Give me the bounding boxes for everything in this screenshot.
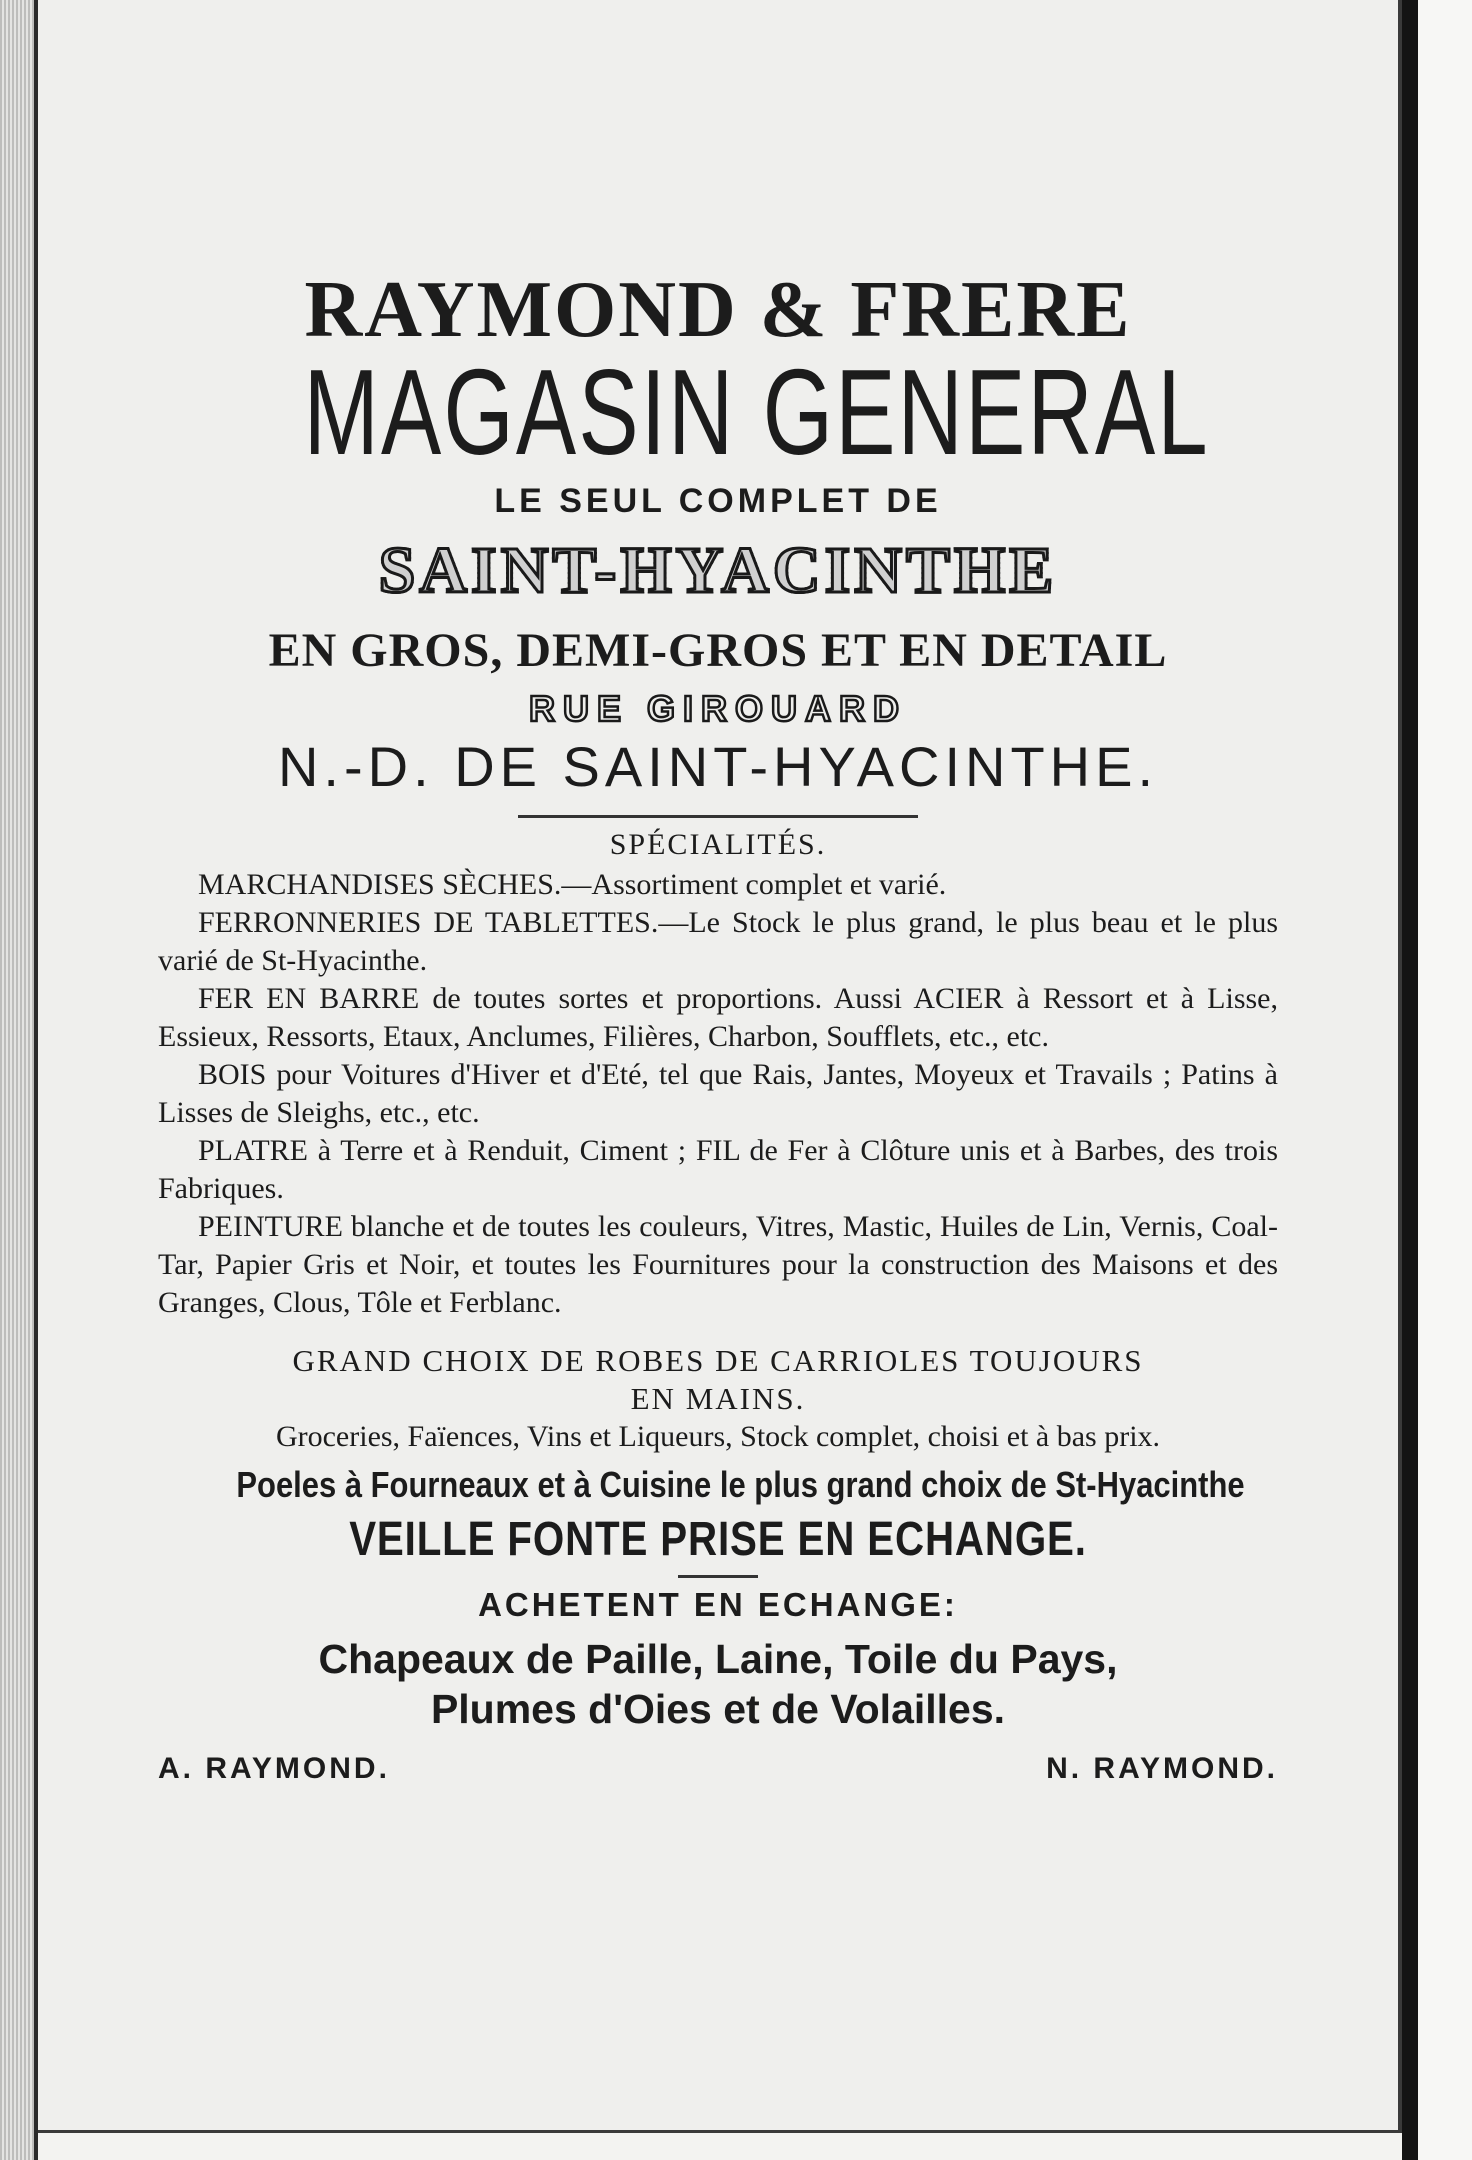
specialty-paragraph: FERRONNERIES DE TABLETTES.—Le Stock le plus grand, le plus beau et le plus varié de St-Hyacinthe. (158, 906, 1278, 978)
specialty-paragraph: PLATRE à Terre et à Renduit, Ciment ; FIL de Fer à Clôture unis et à Barbes, des trois Fabriques. (158, 1134, 1278, 1206)
signatures (158, 1752, 1278, 1802)
trade-line: EN GROS, DEMI-GROS ET EN DETAIL (268, 624, 1168, 678)
specialty-paragraph: BOIS pour Voitures d'Hiver et d'Eté, tel que Rais, Jantes, Moyeux et Travails ; Patins à Lisses de Sleighs, etc., etc. (158, 1058, 1278, 1130)
specialties-list (158, 866, 1278, 1322)
signature-left: A. RAYMOND. (158, 1752, 390, 1786)
specialty-paragraph: PEINTURE blanche et de toutes les couleurs, Vitres, Mastic, Huiles de Lin, Vernis, Coal-Tar, Papier Gris et Noir, et toutes les Fournitures pour la construction des Maisons et des Granges, Clous, Tôle et Ferblanc. (158, 1210, 1278, 1320)
buy-line-1: Chapeaux de Paille, Laine, Toile du Pays, (318, 1636, 1118, 1683)
buy-heading: ACHETENT EN ECHANGE: (478, 1586, 958, 1624)
divider (518, 815, 918, 818)
robes-line-1: GRAND CHOIX DE ROBES DE CARRIOLES TOUJOURS (292, 1343, 1144, 1379)
town-name: SAINT-HYACINTHE (158, 533, 1278, 609)
tagline: LE SEUL COMPLET DE (494, 482, 942, 521)
facing-page-edge (1418, 0, 1472, 2160)
advertisement (158, 265, 1278, 1802)
robes-notice (158, 1342, 1278, 1418)
book-page (38, 0, 1402, 2133)
groceries-line: Groceries, Faïences, Vins et Liqueurs, Stock complet, choisi et à bas prix. (275, 1420, 1161, 1454)
exchange-line: VEILLE FONTE PRISE EN ECHANGE. (349, 1513, 1087, 1567)
specialty-paragraph: MARCHANDISES SÈCHES.—Assortiment complet et varié. (198, 868, 947, 902)
firm-name: RAYMOND & FRERE (304, 266, 1132, 354)
stoves-line: Poeles à Fourneaux et à Cuisine le plus grand choix de St-Hyacinthe (236, 1464, 1245, 1506)
specialty-paragraph: FER EN BARRE de toutes sortes et proportions. Aussi ACIER à Ressort et à Lisse, Essieux, Ressorts, Etaux, Anclumes, Filières, Charbon, Soufflets, etc., etc. (158, 982, 1278, 1054)
parish-name: N.-D. DE SAINT-HYACINTHE. (277, 735, 1158, 799)
street-name: RUE GIROUARD (528, 688, 907, 730)
page-stack-edge (0, 0, 34, 2160)
specialties-heading: SPÉCIALITÉS. (609, 828, 827, 862)
small-divider (678, 1575, 758, 1578)
buy-line-2: Plumes d'Oies et de Volailles. (430, 1686, 1006, 1733)
signature-right: N. RAYMOND. (1046, 1752, 1278, 1786)
book-binding (1402, 0, 1418, 2160)
headline: MAGASIN GENERAL (303, 344, 1210, 480)
buy-list (158, 1634, 1278, 1734)
robes-line-2: EN MAINS. (630, 1381, 806, 1417)
